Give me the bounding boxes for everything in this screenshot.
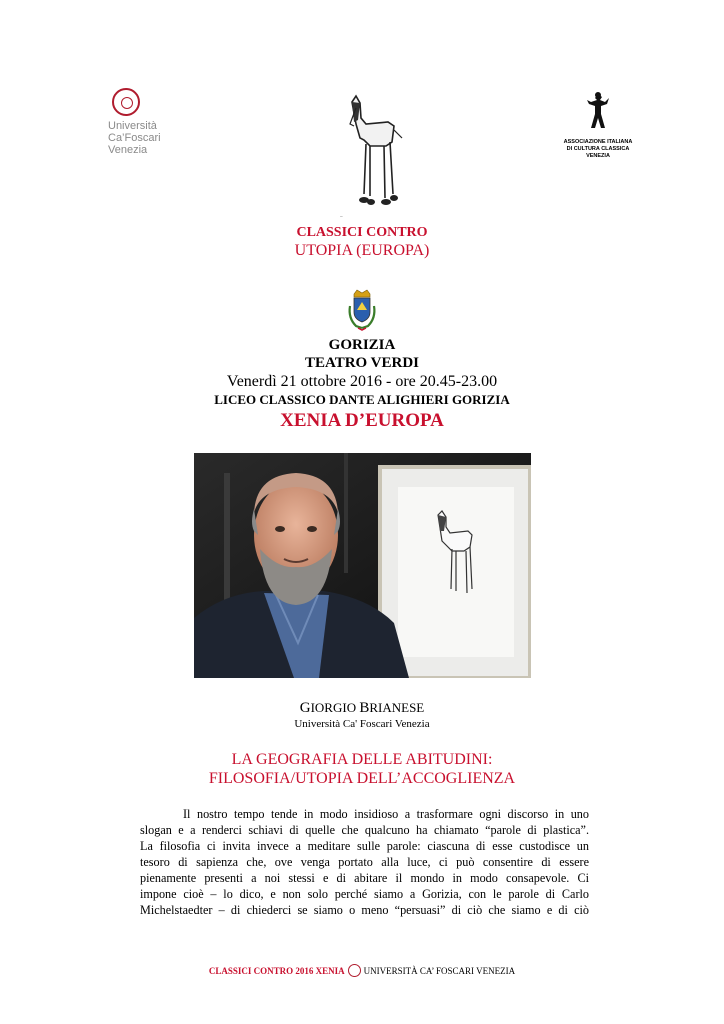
body-line: pienamente presenti a noi stessi e di abitare il mondo in modo consapevole. Ci (140, 871, 589, 885)
speaker-name (0, 700, 724, 717)
series-theme: UTOPIA (EUROPA) (294, 242, 430, 259)
association-logo-line-1: ASSOCIAZIONE ITALIANA (563, 139, 633, 145)
speaker-last-rest: RIANESE (369, 700, 425, 715)
association-logo-text (548, 139, 648, 160)
association-logo (548, 90, 648, 160)
speaker-first-initial: G (299, 700, 311, 716)
speaker-last-initial: B (359, 700, 370, 716)
speaker-photo (194, 453, 531, 678)
speaker-first-rest: IORGIO (310, 700, 357, 715)
body-line: impone cioè – lo dico, e non solo perché siamo a Gorizia, con le parole di Carlo (140, 887, 589, 901)
university-seal-icon (112, 88, 140, 116)
association-logo-line-2: DI CULTURA CLASSICA (566, 146, 630, 152)
university-logo-line-1: Università (108, 120, 157, 132)
university-logo-line-2: Ca’Foscari (108, 132, 161, 144)
body-line: Michelstaedter – di chiederci se siamo o meno “persuasi” di ciò che siamo e di ciò (140, 903, 589, 917)
series-title: CLASSICI CONTRO (296, 225, 428, 240)
svg-text:~: ~ (340, 215, 343, 220)
university-logo-line-3: Venezia (108, 144, 148, 156)
gorizia-crest-icon (346, 288, 378, 332)
university-logo (108, 88, 161, 156)
footer-right-text: UNIVERSITÀ CA’ FOSCARI VENEZIA (363, 966, 516, 976)
event-organizer: LICEO CLASSICO DANTE ALIGHIERI GORIZIA (214, 392, 510, 407)
event-city: GORIZIA (328, 337, 396, 353)
body-line: La filosofia ci invita invece a meditare sulle parole: ciascuna di esse custodisce un (140, 839, 589, 853)
footer-left-text: CLASSICI CONTRO 2016 XENIA (208, 966, 345, 976)
university-seal-icon (348, 964, 361, 977)
event-title: XENIA D’EUROPA (280, 410, 444, 431)
body-line: Il nostro tempo tende in modo insidioso a trasformare ogni discorso in uno (183, 807, 589, 821)
greek-figure-icon (581, 90, 615, 132)
page-footer (0, 964, 724, 977)
body-line: slogan e a renderci schiavi di quelle che qualcuno ha chiamato “parole di plastica”. (140, 823, 589, 837)
event-venue: TEATRO VERDI (304, 355, 420, 371)
speaker-affiliation: Università Ca' Foscari Venezia (294, 718, 430, 730)
lecture-title-line-1: LA GEOGRAFIA DELLE ABITUDINI: (231, 751, 493, 768)
horse-drawing-image (330, 94, 410, 224)
association-logo-line-3: VENEZIA (586, 153, 610, 159)
body-paragraph (140, 806, 589, 918)
lecture-title-line-2: FILOSOFIA/UTOPIA DELL’ACCOGLIENZA (208, 770, 516, 787)
university-logo-text (108, 120, 161, 156)
body-line: tesoro di sapienza che, ove venga portato alla luce, ci può consentire di essere (140, 855, 589, 869)
event-datetime: Venerdì 21 ottobre 2016 - ore 20.45-23.00 (226, 373, 498, 390)
